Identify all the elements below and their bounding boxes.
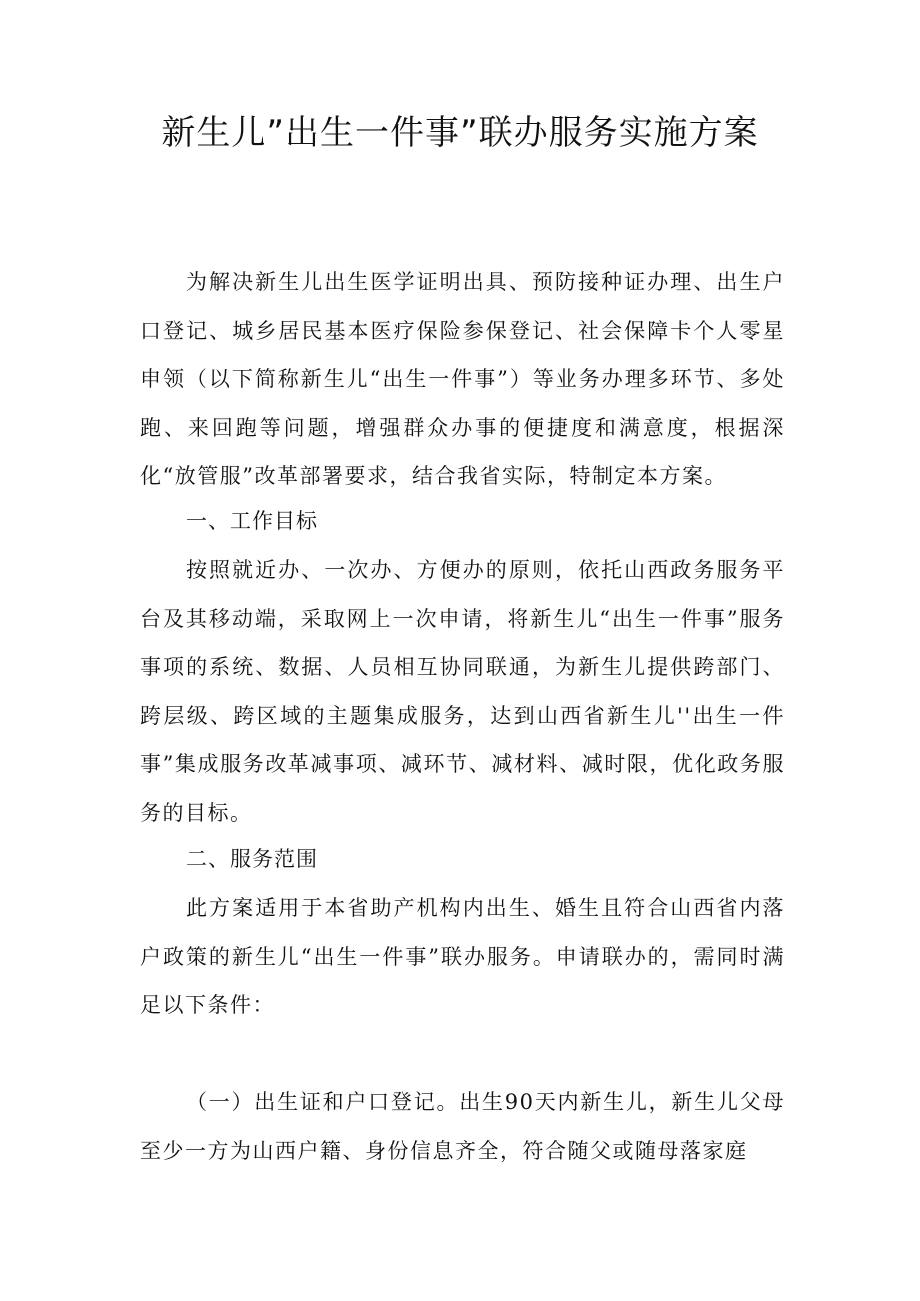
section-heading-goals: 一、工作目标 xyxy=(186,509,318,533)
section-heading-scope: 二、服务范围 xyxy=(186,847,318,871)
section-body-scope: 此方案适用于本省助产机构内出生、婚生且符合山西省内落户政策的新生儿“出生一件事”联办服务。申请联办的，需同时满足以下条件： xyxy=(140,896,785,1018)
section-body-goals: 按照就近办、一次办、方便办的原则，依托山西政务服务平台及其移动端，采取网上一次申请，将新生儿“出生一件事”服务事项的系统、数据、人员相互协同联通，为新生儿提供跨部门、跨层级、跨区域的主题集成服务，达到山西省新生儿''出生一件事”集成服务改革减事项、减环节、减材料、减时限，优化政务服务的目标。 xyxy=(140,558,785,825)
intro-paragraph: 为解决新生儿出生医学证明出具、预防接种证办理、出生户口登记、城乡居民基本医疗保险参保登记、社会保障卡个人零星申领（以下简称新生儿“出生一件事”）等业务办理多环节、多处跑、来回跑等问题，增强群众办事的便捷度和满意度，根据深化“放管服”改革部署要求，结合我省实际，特制定本方案。 xyxy=(140,270,785,489)
document-title: 新生儿”出生一件事”联办服务实施方案 xyxy=(161,113,759,153)
condition-item-1: （一）出生证和户口登记。出生90天内新生儿，新生儿父母至少一方为山西户籍、身份信息齐全，符合随父或随母落家庭 xyxy=(140,1090,785,1163)
